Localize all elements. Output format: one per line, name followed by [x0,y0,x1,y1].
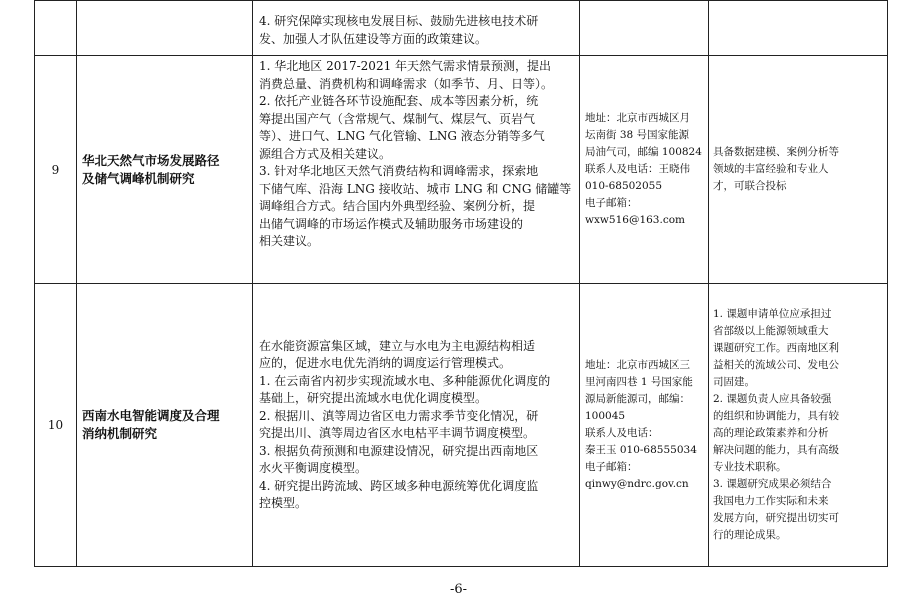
contact-email: wxw516@163.com [585,214,685,226]
requirements: 具备数据建模、案例分析等 领域的丰富经验和专业人 才，可联合投标 [709,56,888,284]
contact-info: 地址：北京市西城区三 里河南四巷 1 号国家能 源局新能源司，邮编： 100045 联系人及电话： 秦王玉 010-68555034 电子邮箱： qinwy@ndrc.gov.cn [580,284,709,567]
contact-info [580,1,709,56]
contact-email: qinwy@ndrc.gov.cn [585,478,689,490]
row-number: 10 [35,284,77,567]
contact-info: 地址：北京市西城区月 坛南街 38 号国家能源 局油气司，邮编 100824 联系人及电话：王晓伟 010-68502055 电子邮箱： wxw516@163.com [580,56,709,284]
table-row [35,56,888,284]
research-content: 在水能资源富集区域，建立与水电为主电源结构相适 应的，促进水电优先消纳的调度运行管理模式。 1. 在云南省内初步实现流域水电、多种能源优化调度的 基础上，研究提出流域水电优化调度模型。 2. 根据川、滇等周边省区电力需求季节变化情况，研 究提出川、滇等周边省区水电枯平丰调节调度模型。 3. 根据负荷预测和电源建设情况，研究提出西南地区 水火平衡调度模型。 4. 研究提出跨流域、跨区域多种电源统筹优化调度监 控模型。 [253,284,580,567]
topic-title: 西南水电智能调度及合理 消纳机制研究 [77,284,253,567]
research-content: 1. 华北地区 2017-2021 年天然气需求情景预测，提出 消费总量、消费机构和调峰需求（如季节、月、日等）。 2. 依托产业链各环节设施配套、成本等因素分析，统 筹提出国产气（含常规气、煤制气、煤层气、页岩气 等）、进口气、LNG 气化管输、LNG 液态分销等多气 源组合方式及相关建议。 3. 针对华北地区天然气消费结构和调峰需求，探索地 下储气库、沿海 LNG 接收站、城市 LNG 和 CNG 储罐等 调峰组合方式。结合国内外典型经验、案例分析，提 出储气调峰的市场运作模式及辅助服务市场建设的 相关建议。 [253,56,580,284]
research-content: 4. 研究保障实现核电发展目标、鼓励先进核电技术研 发、加强人才队伍建设等方面的政策建议。 [253,1,580,56]
topics-table [34,0,888,567]
row-number: 9 [35,56,77,284]
topic-title: 华北天然气市场发展路径 及储气调峰机制研究 [77,56,253,284]
topic-title [77,1,253,56]
requirements: 1. 课题申请单位应承担过 省部级以上能源领域重大 课题研究工作。西南地区利 益相关的流域公司、发电公 司固建。 2. 课题负责人应具备较强 的组织和协调能力，具有较 高的理论政策素养和分析 解决问题的能力，具有高级 专业技术职称。 3. 课题研究成果必须结合 我国电力工作实际和未来 发展方向，研究提出切实可 行的理论成果。 [709,284,888,567]
row-number [35,1,77,56]
page-number: -6- [449,582,468,597]
table-row [35,1,888,56]
requirements [709,1,888,56]
table-row [35,284,888,567]
